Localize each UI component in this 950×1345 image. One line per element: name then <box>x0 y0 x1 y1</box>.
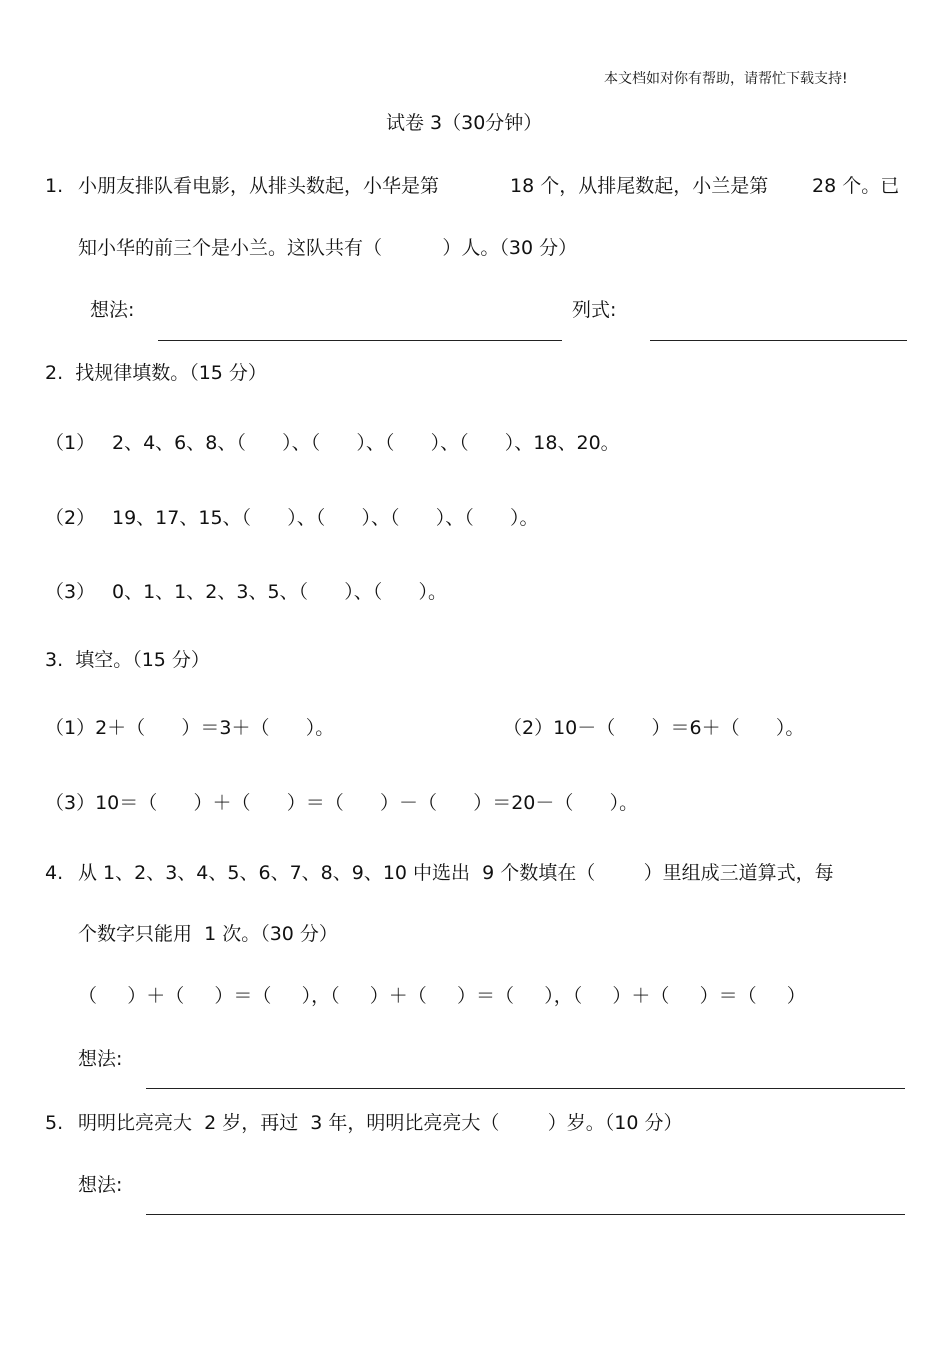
question-1-number: 1. <box>45 175 64 197</box>
sequence-3-number: （3） <box>45 581 96 603</box>
formula-answer-line[interactable] <box>650 340 907 341</box>
fill-blank-1: （1）2＋（ ）＝3＋（ ）。 <box>45 717 335 739</box>
question-4-number: 4. <box>45 862 64 884</box>
sequence-1-number: （1） <box>45 432 96 454</box>
equations-row: （ ）＋（ ）＝（ ），（ ）＋（ ）＝（ ），（ ）＋（ ）＝（ ） <box>78 985 806 1007</box>
idea-label: 想法: <box>78 1174 123 1196</box>
question-1-line-2: 知小华的前三个是小兰。这队共有（ ）人。（30 分） <box>78 237 578 259</box>
idea-answer-line[interactable] <box>158 340 562 341</box>
question-1-text-a: 小朋友排队看电影，从排头数起，小华是第 <box>78 175 440 197</box>
question-4-line-1: 从 1、2、3、4、5、6、7、8、9、10 中选出 9 个数填在（ ）里组成三道算式，每 <box>78 862 834 884</box>
formula-label: 列式: <box>572 299 617 321</box>
sequence-3: 0、1、1、2、3、5、（ ）、（ ）。 <box>112 581 448 603</box>
question-5-number: 5. <box>45 1112 64 1134</box>
idea-answer-line[interactable] <box>146 1088 905 1089</box>
idea-label: 想法: <box>90 299 135 321</box>
question-1-text-c: 28 个。已 <box>812 175 900 197</box>
idea-label: 想法: <box>78 1048 123 1070</box>
idea-answer-line[interactable] <box>146 1214 905 1215</box>
download-notice: 本文档如对你有帮助，请帮忙下载支持! <box>604 71 848 87</box>
sequence-2-number: （2） <box>45 507 96 529</box>
question-2-heading: 2. 找规律填数。（15 分） <box>45 362 267 384</box>
fill-blank-2: （2）10－（ ）＝6＋（ ）。 <box>503 717 805 739</box>
page-title: 试卷 3（30分钟） <box>386 112 543 134</box>
question-4-line-2: 个数字只能用 1 次。（30 分） <box>78 923 338 945</box>
sequence-2: 19、17、15、（ ）、（ ）、（ ）、（ ）。 <box>112 507 539 529</box>
fill-blank-3: （3）10＝（ ）＋（ ）＝（ ）－（ ）＝20－（ ）。 <box>45 792 639 814</box>
question-3-heading: 3. 填空。（15 分） <box>45 649 210 671</box>
question-5-line-1: 明明比亮亮大 2 岁，再过 3 年，明明比亮亮大（ ）岁。（10 分） <box>78 1112 683 1134</box>
question-1-text-b: 18 个，从排尾数起，小兰是第 <box>510 175 769 197</box>
sequence-1: 2、4、6、8、（ ）、（ ）、（ ）、（ ）、18、20。 <box>112 432 620 454</box>
